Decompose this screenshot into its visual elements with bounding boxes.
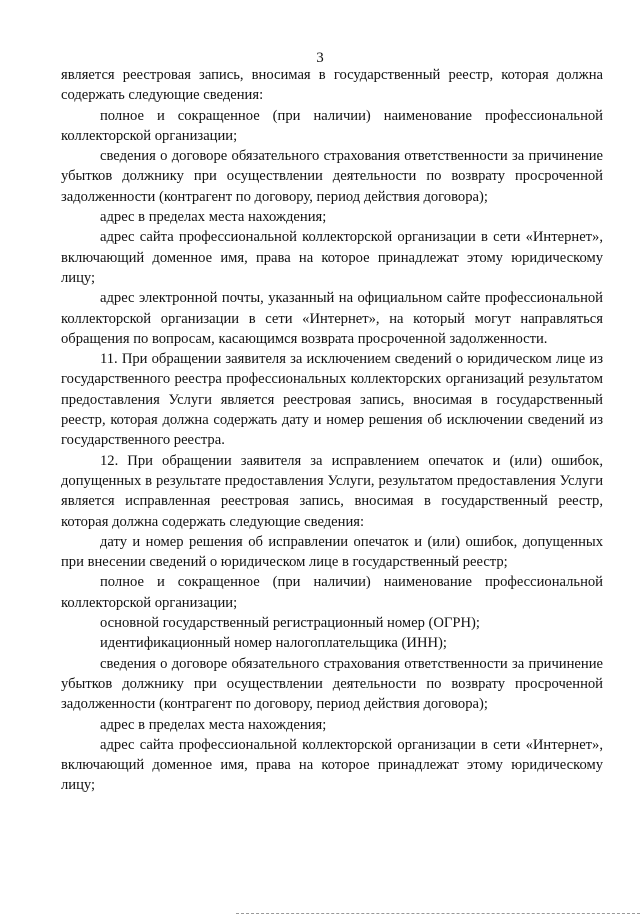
paragraph: сведения о договоре обязательного страхования ответственности за причинение убытков должнику при осуществлении деятельности по возврату просроченной задолженности (контрагент по договору, период действия договора);: [61, 148, 603, 205]
paragraph: основной государственный регистрационный номер (ОГРН);: [100, 615, 480, 632]
page-number: 3: [316, 50, 324, 66]
paragraph: является реестровая запись, вносимая в государственный реестр, которая должна содержать следующие сведения:: [61, 67, 603, 104]
paragraph: адрес в пределах места нахождения;: [100, 209, 327, 226]
paragraph: 11. При обращении заявителя за исключением сведений о юридическом лице из государственного реестра профессиональных коллекторских организаций результатом предоставления Услуги является реестровая запись, вносимая в государственный реестр, которая должна содержать дату и номер решения об исключении сведений из государственного реестра.: [61, 351, 603, 449]
paragraph: полное и сокращенное (при наличии) наименование профессиональной коллекторской организации;: [61, 574, 603, 611]
paragraph: 12. При обращении заявителя за исправлением опечаток и (или) ошибок, допущенных в результате предоставления Услуги, результатом предоставления Услуги является исправленная реестровая запись, вносимая в государственный реестр, которая должна содержать следующие сведения:: [61, 452, 603, 530]
paragraph: адрес электронной почты, указанный на официальном сайте профессиональной коллекторской организации в сети «Интернет», на который могут направляться обращения по вопросам, касающимся возврата просроченной задолженности.: [61, 290, 603, 347]
document-body: [61, 65, 603, 796]
paragraph: сведения о договоре обязательного страхования ответственности за причинение убытков должнику при осуществлении деятельности по возврату просроченной задолженности (контрагент по договору, период действия договора);: [61, 655, 603, 713]
paragraph: полное и сокращенное (при наличии) наименование профессиональной коллекторской организации;: [61, 107, 603, 144]
paragraph: дату и номер решения об исправлении опечаток и (или) ошибок, допущенных при внесении сведений о юридическом лице в государственный реестр;: [61, 533, 603, 571]
paragraph: идентификационный номер налогоплательщика (ИНН);: [100, 635, 447, 652]
bottom-edge-rule: [236, 913, 640, 914]
paragraph: адрес сайта профессиональной коллекторской организации в сети «Интернет», включающий доменное имя, права на которое принадлежат этому юридическому лицу;: [61, 736, 603, 794]
paragraph: адрес сайта профессиональной коллекторской организации в сети «Интернет», включающий доменное имя, права на которое принадлежат этому юридическому лицу;: [61, 229, 603, 286]
paragraph: адрес в пределах места нахождения;: [100, 716, 327, 733]
